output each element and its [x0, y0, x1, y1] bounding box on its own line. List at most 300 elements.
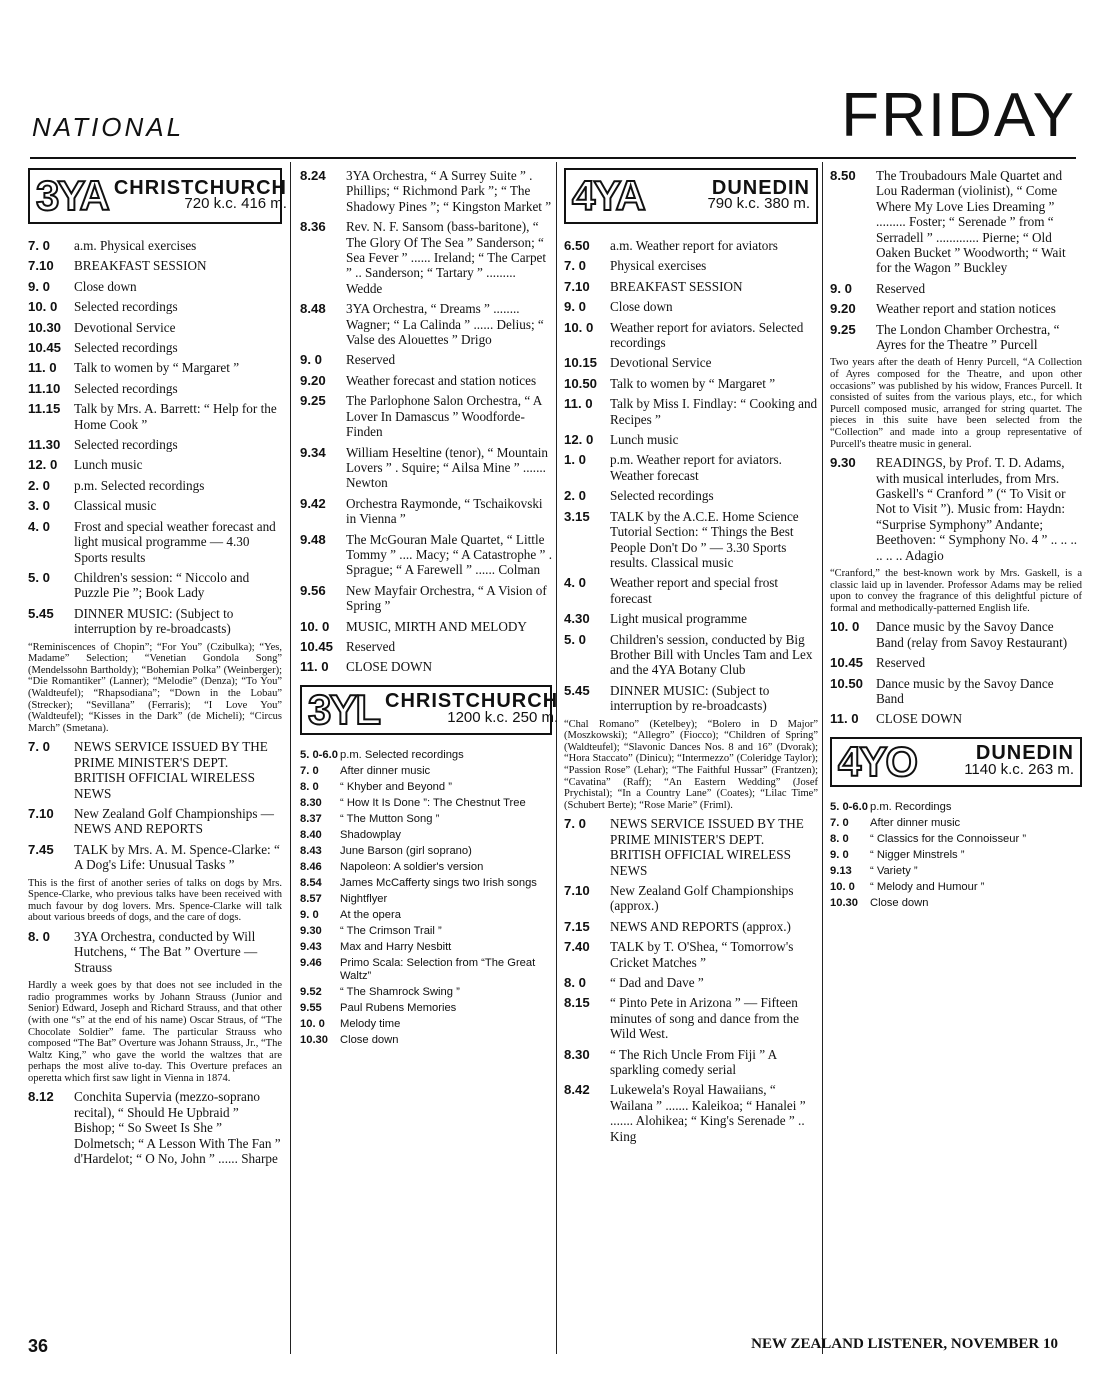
programme-title: “ Melody and Humour ” [870, 880, 985, 893]
programme-title: Light musical programme [610, 611, 747, 627]
programme-time: 9.52 [300, 985, 322, 998]
programme-title: “ The Mutton Song ” [340, 812, 440, 825]
programme-item [28, 929, 282, 975]
programme-item [300, 619, 552, 634]
programme-item [564, 975, 818, 990]
programme-item [564, 509, 818, 571]
programme-time: 9.43 [300, 940, 322, 953]
programme-item [300, 352, 552, 367]
programme-title: NEWS AND REPORTS (approx.) [610, 918, 791, 934]
programme-title: a.m. Physical exercises [74, 238, 197, 253]
programme-item [564, 611, 818, 626]
programme-time: 7.45 [28, 841, 54, 857]
programme-item [28, 806, 282, 837]
programme-time: 10.50 [564, 375, 598, 391]
programme-time: 8.50 [830, 168, 856, 183]
programme-time: 7. 0 [28, 739, 50, 755]
programme-item [564, 355, 818, 370]
programme-item [300, 393, 552, 439]
programme-time: 5.45 [564, 682, 590, 698]
programme-time: 2. 0 [28, 477, 50, 493]
programme-title: TALK by T. O'Shea, “ Tomorrow's Cricket Matches ” [610, 939, 794, 970]
programme-time: 4.30 [564, 611, 590, 627]
programme-title: Reserved [876, 655, 926, 671]
programme-title: Talk by Miss I. Findlay: “ Cooking and Recipes ” [610, 396, 818, 427]
programme-item [564, 320, 818, 351]
programme-time: 9.42 [300, 495, 326, 511]
day-title: FRIDAY [841, 81, 1076, 150]
programme-title: TALK by the A.C.E. Home Science Tutorial Section: “ Things the Best People Don't Do ” — 3.30 Sports results. Classical music [610, 508, 799, 570]
programme-title: After dinner music [870, 816, 961, 829]
programme-title: “ Dad and Dave ” [610, 974, 704, 990]
programme-item [830, 801, 1082, 814]
station-frequency: 720 k.c. 416 m. [184, 195, 287, 212]
programme-time: 3. 0 [28, 498, 50, 514]
programme-time: 8.40 [300, 828, 322, 841]
programme-title: READINGS, by Prof. T. D. Adams, with musical interludes, from Mrs. Gaskell's “ Cranford ” (“ To Visit or Not to Visit ”). Music from: Haydn: “Surprise Symphony” Andante; Beethoven: “ Symphony No. 4 ” .. .. .. .. .. .. Adagio [876, 455, 1078, 563]
programme-title: Physical exercises [610, 258, 707, 274]
programme-note: Two years after the death of Henry Purcell, “A Collection of Ayres composed for the Theatre, and upon other occasions” was published by his widow, Frances Purcell. It consisted of suites from the various plays, etc., for which Purcell composed music, arranged for string quartet. The pieces in this suite have been selected from the “Collection” and made into a group representative of Purcell's theatre music in general. [830, 357, 1082, 450]
programme-title: NEWS SERVICE ISSUED BY THE PRIME MINISTER'S DEPT. BRITISH OFFICIAL WIRELESS NEWS [610, 816, 804, 878]
programme-title: Close down [74, 278, 137, 294]
station-logo: 4YA [572, 172, 644, 220]
programme-time: 9.56 [300, 582, 326, 598]
programme-title: New Mayfair Orchestra, “ A Vision of Spring ” [346, 582, 547, 614]
programme-title: Paul Rubens Memories [340, 1001, 457, 1014]
station-frequency: 1200 k.c. 250 m. [447, 708, 559, 726]
programme-item [564, 575, 818, 606]
programme-title: Conchita Supervia (mezzo-soprano recital), “ Should He Upbraid ” Bishop; “ So Sweet Is She ” Dolmetsch; “ A Lesson With The Fan ” d'Hardelot; “ O No, John ” ...... Sharpe [74, 1089, 281, 1167]
programme-item [300, 639, 552, 654]
programme-time: 9.20 [830, 301, 856, 317]
programme-title: Selected recordings [610, 488, 714, 504]
programme-item [28, 478, 282, 493]
programme-item [300, 861, 552, 874]
publication-line: NEW ZEALAND LISTENER, NOVEMBER 10 [751, 1336, 1058, 1352]
programme-time: 9.20 [300, 372, 326, 388]
programme-time: 2. 0 [564, 488, 586, 504]
programme-note: “Chal Romano” (Ketelbey); “Bolero in D Major” (Moszkowski); “Allegro” (Fiocco); “Children of Spring” (Waldteufel); “Slavonic Dances Nos. 8 and 16” (Dvorak); “Hora Staccato” (Dinicu); “Intermezzo” (Coleridge Taylor); “Passion Rose” (Lehar); “The Faithful Hussar” (Frantzen); “Cavatina” (Raff); “An Eastern Wedding” (Josef Prychistal); “In a Country Lane” (Coates); “Lilac Time” (Schubert Berte); “Rose Marie” (Friml). [564, 718, 818, 811]
programme-title: DINNER MUSIC: (Subject to interruption by re-broadcasts) [610, 682, 770, 714]
programme-time: 7. 0 [28, 238, 50, 253]
programme-item [300, 813, 552, 826]
programme-item [28, 457, 282, 472]
programme-title: a.m. Weather report for aviators [610, 238, 778, 253]
programme-item [564, 299, 818, 314]
programme-time: 8.54 [300, 876, 322, 889]
programme-title: Weather report for aviators. Selected recordings [610, 319, 804, 351]
station-logo: 3YL [308, 686, 380, 734]
programme-title: Lunch music [74, 457, 143, 473]
programme-title: The Parlophone Salon Orchestra, “ A Lover In Damascus ” Woodforde-Finden [346, 393, 542, 440]
programme-item [28, 299, 282, 314]
programme-title: James McCafferty sings two Irish songs [340, 876, 537, 889]
programme-time: 8.12 [28, 1089, 54, 1105]
programme-item [300, 797, 552, 810]
programme-item [28, 739, 282, 801]
programme-time: 9. 0 [300, 908, 319, 921]
programme-time: 9. 0 [300, 352, 322, 368]
programme-list [830, 801, 1082, 910]
programme-item [564, 432, 818, 447]
programme-item [300, 877, 552, 890]
programme-time: 10.30 [830, 896, 858, 909]
programme-item [830, 711, 1082, 726]
programme-item [564, 883, 818, 914]
programme-time: 3.15 [564, 508, 590, 524]
programme-time: 5. 0 [564, 631, 586, 647]
programme-time: 8. 0 [300, 780, 319, 793]
section-label: NATIONAL [32, 112, 185, 142]
programme-time: 9. 0 [830, 848, 849, 861]
programme-item [300, 301, 552, 347]
programme-item [830, 676, 1082, 707]
programme-time: 4. 0 [28, 518, 50, 534]
station-city: DUNEDIN [711, 176, 810, 199]
programme-title: Weather report and station notices [876, 301, 1056, 317]
programme-item [830, 849, 1082, 862]
programme-item [28, 401, 282, 432]
programme-title: p.m. Selected recordings [74, 477, 205, 493]
programme-item [300, 781, 552, 794]
programme-item [564, 279, 818, 294]
column-divider [290, 162, 291, 1354]
programme-time: 10. 0 [300, 1017, 325, 1030]
programme-item [564, 258, 818, 273]
programme-item [300, 659, 552, 674]
programme-time: 8.37 [300, 812, 322, 825]
programme-time: 7.40 [564, 939, 590, 955]
programme-note: This is the first of another series of talks on dogs by Mrs. Spence-Clarke, who previous talks have been received with much favour by dog lovers. Mrs. Spence-Clarke will talk about various breeds of dogs, and the care of dogs. [28, 877, 282, 924]
programme-item [564, 488, 818, 503]
programme-item [564, 632, 818, 678]
programme-title: Nightflyer [340, 892, 388, 905]
programme-time: 9.46 [300, 956, 322, 969]
programme-item [564, 995, 818, 1041]
header-rule [30, 157, 1076, 159]
station-banner-3ya [28, 168, 287, 224]
programme-time: 9.55 [300, 1001, 322, 1014]
programme-title: Talk to women by “ Margaret ” [74, 360, 240, 376]
programme-item [830, 865, 1082, 878]
programme-title: p.m. Weather report for aviators. Weather forecast [610, 452, 782, 483]
programme-time: 11. 0 [830, 711, 859, 727]
programme-time: 10.45 [300, 638, 334, 654]
programme-item [830, 455, 1082, 563]
programme-title: Dance music by the Savoy Dance Band [876, 675, 1054, 707]
programme-time: 10.45 [830, 655, 864, 671]
programme-item [300, 219, 552, 296]
programme-title: Close down [340, 1033, 399, 1046]
column-3ya-cont [300, 168, 559, 1050]
programme-item [300, 445, 552, 491]
programme-title: NEWS SERVICE ISSUED BY THE PRIME MINISTER'S DEPT. BRITISH OFFICIAL WIRELESS NEWS [74, 739, 268, 801]
programme-item [300, 909, 552, 922]
programme-title: “ Khyber and Beyond ” [340, 780, 452, 793]
programme-title: p.m. Recordings [870, 800, 952, 813]
programme-title: The McGouran Male Quartet, “ Little Tommy ” .... Macy; “ A Catastrophe ” . Sprague; “ A Farewell ” ...... Colman [346, 531, 553, 578]
programme-item [28, 381, 282, 396]
programme-item [830, 817, 1082, 830]
programme-item [300, 986, 552, 999]
station-city: CHRISTCHURCH [385, 690, 559, 713]
programme-item [300, 941, 552, 954]
programme-time: 1. 0 [564, 452, 586, 468]
programme-time: 5.45 [28, 605, 54, 621]
column-divider [822, 162, 823, 1354]
programme-item [564, 816, 818, 878]
programme-title: Children's session, conducted by Big Brother Bill with Uncles Tam and Lex and the 4YA Botany Club [610, 631, 813, 678]
programme-time: 11.10 [28, 380, 61, 396]
station-city: CHRISTCHURCH [113, 176, 287, 199]
programme-note: “Reminiscences of Chopin”; “For You” (Czibulka); “Yes, Madame” Selection; “Venetian Gondola Song” (Mendelssohn Bartholdy); “Bohemian Polka” (Weinberger); “Die Romantiker” (Lanner); “Melodie” (Denza); “To You” (Waldteufel); “Rhapsodiana”; “Down in the Lobau” (Strecker); “Sevillana” (Ferraris); “I Love You” (Waldteufel); “Kisses in the Dark” (de Micheli); “Circus March” (Smetana). [28, 641, 282, 734]
programme-title: Talk by Mrs. A. Barrett: “ Help for the Home Cook ” [74, 401, 277, 432]
programme-time: 8.48 [300, 301, 326, 317]
programme-item [830, 833, 1082, 846]
programme-item [300, 373, 552, 388]
programme-item [564, 238, 818, 253]
programme-title: Reserved [346, 352, 396, 368]
programme-title: “ Nigger Minstrels ” [870, 848, 965, 861]
programme-list [28, 238, 282, 1167]
programme-note: “Cranford,” the best-known work by Mrs. Gaskell, is a classic laid up in lavender. Professor Adams may be relied upon to convey the fragrance of this delightful picture of formal and methodically-patterned English life. [830, 568, 1082, 614]
programme-time: 11. 0 [28, 360, 57, 376]
programme-time: 7.10 [564, 278, 590, 294]
programme-item [300, 893, 552, 906]
programme-time: 11.15 [28, 401, 61, 417]
programme-list [300, 749, 552, 1047]
programme-item [300, 845, 552, 858]
station-frequency: 790 k.c. 380 m. [707, 195, 810, 212]
programme-title: Dance music by the Savoy Dance Band (relay from Savoy Restaurant) [876, 619, 1068, 650]
programme-title: Max and Harry Nesbitt [340, 940, 452, 953]
programme-title: Devotional Service [74, 319, 176, 335]
programme-time: 10. 0 [830, 619, 860, 635]
programme-time: 9. 0 [830, 280, 852, 296]
programme-time: 7. 0 [300, 764, 319, 777]
programme-time: 9.25 [300, 393, 326, 409]
programme-time: 4. 0 [564, 575, 586, 591]
programme-item [564, 1047, 818, 1078]
programme-title: Selected recordings [74, 340, 178, 356]
programme-title: Lunch music [610, 432, 679, 448]
programme-time: 7. 0 [564, 816, 586, 832]
programme-time: 7. 0 [564, 258, 586, 274]
programme-title: Selected recordings [74, 437, 178, 453]
programme-title: Frost and special weather forecast and light musical programme — 4.30 Sports results [74, 518, 276, 565]
programme-title: DINNER MUSIC: (Subject to interruption by re-broadcasts) [74, 605, 234, 637]
programme-item [830, 897, 1082, 910]
programme-item [564, 452, 818, 483]
programme-title: Weather report and special frost forecast [610, 575, 779, 606]
programme-time: 8.43 [300, 844, 322, 857]
programme-title: Rev. N. F. Sansom (bass-baritone), “ The Glory Of The Sea ” Sanderson; “ Sea Fever ” ...... Ireland; “ The Carpet ” .. Sanderson; “ Tartary ” ......... Wedde [346, 219, 547, 296]
station-banner-4ya [564, 168, 818, 224]
programme-time: 7.15 [564, 918, 590, 934]
programme-title: “ Classics for the Connoisseur ” [870, 832, 1027, 845]
programme-title: TALK by Mrs. A. M. Spence-Clarke: “ A Dog's Life: Unusual Tasks ” [74, 841, 280, 873]
station-logo: 4YO [838, 738, 917, 786]
programme-title: Close down [610, 299, 673, 315]
programme-time: 9.13 [830, 864, 852, 877]
programme-title: William Heseltine (tenor), “ Mountain Lovers ” . Squire; “ Ailsa Mine ” ....... Newton [346, 444, 548, 491]
programme-item [28, 279, 282, 294]
programme-title: Shadowplay [340, 828, 401, 841]
programme-item [564, 683, 818, 714]
programme-time: 8.30 [564, 1046, 590, 1062]
programme-item [300, 496, 552, 527]
programme-time: 5. 0-6.0 [830, 800, 868, 813]
programme-title: “ Pinto Pete in Arizona ” — Fifteen minutes of song and dance from the Wild West. [610, 995, 799, 1042]
programme-item [300, 749, 552, 762]
programme-item [564, 396, 818, 427]
programme-item [564, 1082, 818, 1144]
programme-title: “ Variety ” [870, 864, 918, 877]
programme-time: 7.10 [564, 882, 590, 898]
programme-item [28, 606, 282, 637]
column-4ya-cont [830, 168, 1082, 913]
programme-time: 8. 0 [564, 974, 586, 990]
programme-title: CLOSE DOWN [346, 659, 433, 675]
programme-title: MUSIC, MIRTH AND MELODY [346, 618, 527, 634]
programme-title: BREAKFAST SESSION [74, 258, 207, 274]
programme-title: Reserved [876, 280, 926, 296]
programme-item [300, 829, 552, 842]
programme-title: Weather forecast and station notices [346, 372, 537, 388]
programme-time: 8. 0 [28, 928, 50, 944]
programme-item [28, 498, 282, 513]
programme-item [564, 376, 818, 391]
programme-title: “ The Rich Uncle From Fiji ” A sparkling comedy serial [610, 1046, 777, 1077]
programme-title: At the opera [340, 908, 401, 921]
programme-item [28, 340, 282, 355]
programme-list [564, 238, 818, 1144]
programme-time: 10.45 [28, 340, 62, 356]
column-3ya [28, 168, 287, 1172]
programme-item [300, 583, 552, 614]
programme-title: Melody time [340, 1017, 401, 1030]
programme-item [830, 881, 1082, 894]
programme-time: 10. 0 [300, 618, 330, 634]
programme-time: 11. 0 [564, 396, 593, 412]
programme-time: 6.50 [564, 238, 590, 253]
station-banner-4yo [830, 737, 1082, 787]
programme-item [300, 1018, 552, 1031]
programme-title: p.m. Selected recordings [340, 748, 464, 761]
programme-list [300, 168, 552, 675]
programme-title: CLOSE DOWN [876, 711, 963, 727]
programme-title: June Barson (girl soprano) [340, 844, 472, 857]
programme-item [28, 437, 282, 452]
programme-time: 11. 0 [300, 659, 329, 675]
programme-time: 9.30 [830, 455, 856, 471]
programme-time: 8.36 [300, 219, 326, 235]
programme-title: Close down [870, 896, 929, 909]
programme-item [830, 281, 1082, 296]
programme-title: Lukewela's Royal Hawaiians, “ Wailana ” ....... Kaleikoa; “ Hanalei ” ....... Alohikea; “ King's Serenade ” .. King [610, 1082, 806, 1144]
programme-title: Selected recordings [74, 380, 178, 396]
programme-time: 10.50 [830, 675, 864, 691]
programme-title: “ The Shamrock Swing ” [340, 985, 460, 998]
programme-time: 8.30 [300, 796, 322, 809]
programme-time: 8.42 [564, 1082, 590, 1098]
column-divider [556, 162, 557, 1354]
programme-time: 10. 0 [830, 880, 855, 893]
programme-item [300, 925, 552, 938]
programme-title: Orchestra Raymonde, “ Tschaikovski in Vienna ” [346, 495, 543, 527]
programme-item [564, 919, 818, 934]
programme-item [830, 168, 1082, 276]
programme-title: New Zealand Golf Championships (approx.) [610, 882, 794, 914]
programme-time: 8. 0 [830, 832, 849, 845]
programme-title: 3YA Orchestra, “ A Surrey Suite ” . Phillips; “ Richmond Park ”; “ The Shadowy Pines ”; “ Kingston Market ” [346, 168, 552, 214]
programme-time: 10. 0 [564, 319, 594, 335]
programme-title: 3YA Orchestra, conducted by Will Hutchens, “ The Bat ” Overture — Strauss [74, 928, 258, 975]
programme-time: 5. 0-6.0 [300, 748, 338, 761]
programme-time: 7.10 [28, 805, 54, 821]
programme-title: Selected recordings [74, 299, 178, 315]
programme-item [830, 619, 1082, 650]
programme-time: 9.30 [300, 924, 322, 937]
programme-note: Hardly a week goes by that does not see included in the radio programmes works by Johann Strauss (Junior and Senior) Edward, Joseph and Richard Strauss, and that other (with one “s” at the end of his name) Oscar Straus, of “The Chocolate Soldier” fame. The particular Strauss who composed “The Bat” Overture was Johann Strauss, Jr., “The Waltz King,” who gave the world the waltzes that are perhaps the most alive to-day. This Overture prefaces an operetta which first saw light in Vienna in 1874. [28, 980, 282, 1084]
programme-item [300, 765, 552, 778]
programme-title: Reserved [346, 638, 396, 654]
programme-title: Devotional Service [610, 355, 712, 371]
programme-item [28, 842, 282, 873]
programme-title: Talk to women by “ Margaret ” [610, 375, 776, 391]
programme-item [300, 1002, 552, 1015]
programme-time: 12. 0 [564, 432, 594, 448]
programme-list [830, 168, 1082, 727]
programme-time: 9.34 [300, 444, 326, 460]
programme-title: Primo Scala: Selection from “The Great Waltz” [340, 956, 536, 982]
programme-item [830, 655, 1082, 670]
programme-item [564, 939, 818, 970]
programme-time: 8.15 [564, 995, 590, 1011]
programme-time: 12. 0 [28, 457, 58, 473]
programme-item [300, 1034, 552, 1047]
programme-item [28, 360, 282, 375]
programme-title: Children's session: “ Niccolo and Puzzle Pie ”; Book Lady [74, 569, 250, 601]
programme-time: 10. 0 [28, 299, 58, 315]
programme-title: 3YA Orchestra, “ Dreams ” ........ Wagner; “ La Calinda ” ...... Delius; “ Valse des Alouettes ” Drigo [346, 301, 544, 348]
programme-time: 11.30 [28, 437, 61, 453]
programme-title: New Zealand Golf Championships — NEWS AND REPORTS [74, 805, 274, 837]
station-frequency: 1140 k.c. 263 m. [964, 760, 1074, 778]
programme-item [28, 238, 282, 253]
programme-item [28, 258, 282, 273]
programme-title: After dinner music [340, 764, 431, 777]
programme-time: 9.48 [300, 531, 326, 547]
programme-time: 10.15 [564, 355, 598, 371]
programme-time: 8.24 [300, 168, 326, 183]
programme-item [300, 957, 552, 983]
programme-time: 9. 0 [28, 278, 50, 294]
column-4ya [564, 168, 818, 1149]
programme-time: 8.46 [300, 860, 322, 873]
programme-title: BREAKFAST SESSION [610, 278, 743, 294]
programme-item [28, 1089, 282, 1166]
programme-title: “ How It Is Done ”: The Chestnut Tree [340, 796, 526, 809]
programme-time: 5. 0 [28, 569, 50, 585]
programme-time: 10.30 [300, 1033, 328, 1046]
programme-time: 9.25 [830, 321, 856, 337]
programme-item [28, 570, 282, 601]
page-number: 36 [28, 1336, 49, 1356]
programme-item [300, 168, 552, 214]
programme-time: 9. 0 [564, 299, 586, 315]
programme-title: “ The Crimson Trail ” [340, 924, 442, 937]
